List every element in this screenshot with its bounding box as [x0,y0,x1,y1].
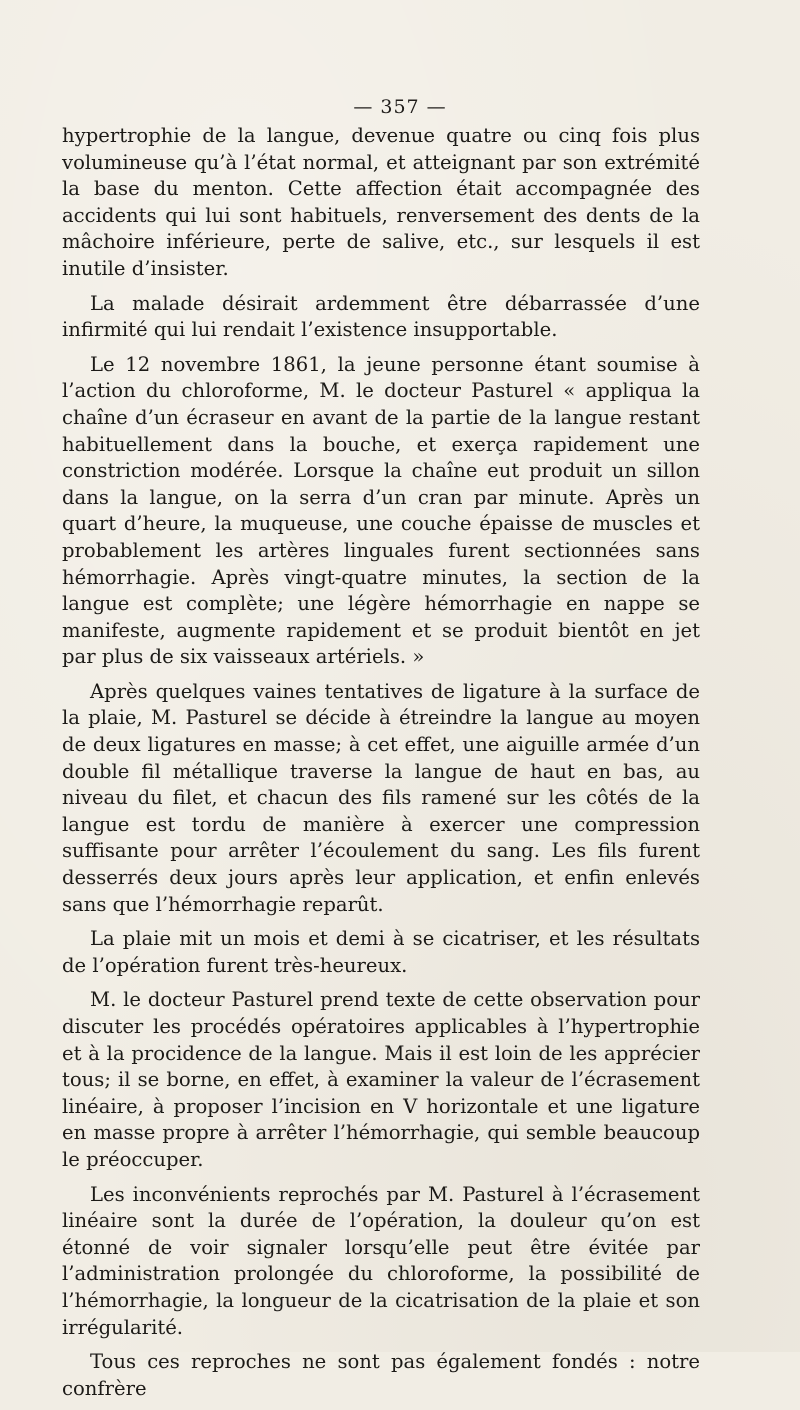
page-number: — 357 — [353,96,447,118]
paragraph-continuation: hypertrophie de la langue, devenue quatre ou cinq fois plus volumineuse qu’à l’état normal, et atteignant par son extrémité la base du menton. Cette affection était accompagnée des accidents qui lui sont habituels, renversement des dents de la mâchoire inférieure, perte de salive, etc., sur lesquels il est inutile d’insister. [62,124,700,280]
paragraph: Les inconvénients reprochés par M. Pasturel à l’écrasement linéaire sont la durée de l’opération, la douleur qu’on est étonné de voir signaler lorsqu’elle peut être évitée par l’administration prolongée du chloroforme, la possibilité de l’hémorrhagie, la longueur de la cicatrisation de la plaie et son irrégularité. [62,1182,700,1339]
paragraph: Le 12 novembre 1861, la jeune personne étant soumise à l’action du chloroforme, M. le docteur Pasturel « appliqua la chaîne d’un écraseur en avant de la partie de la langue restant habituellement dans la bouche, et exerça rapidement une constriction modérée. Lorsque la chaîne eut produit un sillon dans la langue, on la serra d’un cran par minute. Après un quart d’heure, la muqueuse, une couche épaisse de muscles et probablement les artères linguales furent sectionnées sans hémorrhagie. Après vingt-quatre minutes, la section de la langue est complète; une légère hémorrhagie en nappe se manifeste, augmente rapidement et se produit bientôt en jet par plus de six vaisseaux artériels. » [62,352,700,669]
paragraph: M. le docteur Pasturel prend texte de cette observation pour discuter les procédés opératoires applicables à l’hypertrophie et à la procidence de la langue. Mais il est loin de les apprécier tous; il se borne, en effet, à examiner la valeur de l’écrasement linéaire, à proposer l’incision en V horizontale et une ligature en masse propre à arrêter l’hémorrhagie, qui semble beaucoup le préoccuper. [62,988,700,1171]
body-text [62,123,700,1410]
paragraph: La plaie mit un mois et demi à se cicatriser, et les résultats de l’opération furent très-heureux. [62,927,700,977]
paragraph: La malade désirait ardemment être débarrassée d’une infirmité qui lui rendait l’existence insupportable. [62,291,700,342]
paragraph-final: Tous ces reproches ne sont pas également fondés : notre confrère [62,1350,700,1400]
paragraph: Après quelques vaines tentatives de ligature à la surface de la plaie, M. Pasturel se décide à étreindre la langue au moyen de deux ligatures en masse; à cet effet, une aiguille armée d’un double fil métallique traverse la langue de haut en bas, au niveau du filet, et chacun des fils ramené sur les côtés de la langue est tordu de manière à exercer une compression suffisante pour arrêter l’écoulement du sang. Les fils furent desserrés deux jours après leur application, et enfin enlevés sans que l’hémorrhagie reparût. [62,679,700,916]
